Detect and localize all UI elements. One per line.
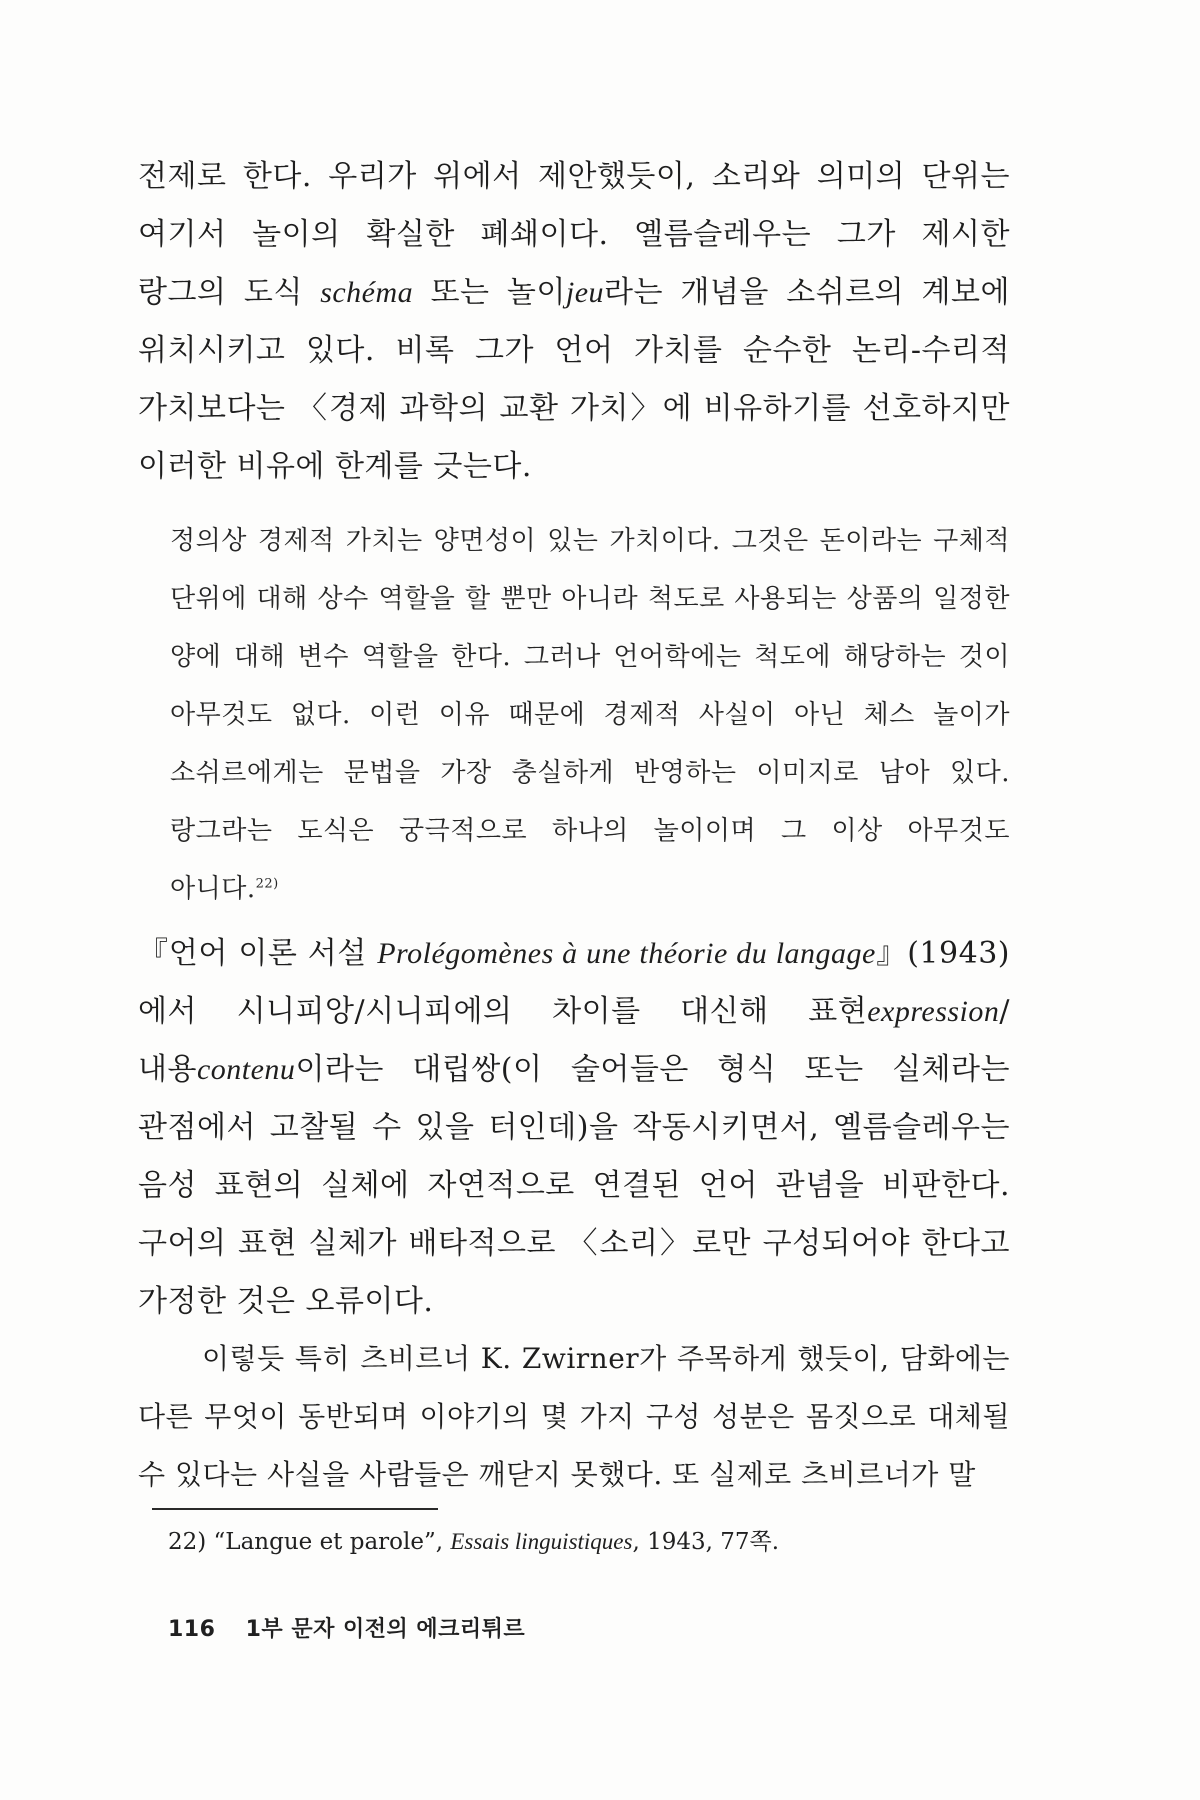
- paragraph-text: 이라는 대립쌍(이 술어들은 형식 또는 실체라는 관점에서 고찰될 수 있을 터인데)을 작동시키면서, 옐름슬레우는 음성 표현의 실체에 자연적으로 연결된 언어 관념을 비판한다. 구어의 표현 실체가 배타적으로 〈소리〉로만 구성되어야 한다고 가정한 것은 오류이다.: [138, 1052, 1010, 1319]
- body-paragraph-3: 이렇듯 특히 츠비르너 K. Zwirner가 주목하게 했듯이, 담화에는 다른 무엇이 동반되며 이야기의 몇 가지 구성 성분은 몸짓으로 대체될 수 있다는 사실을 사람들은 깨닫지 못했다. 또 실제로 츠비르너가 말: [138, 1342, 1010, 1491]
- paragraph-text: 또는 놀이: [413, 275, 566, 310]
- italic-book-title: Essais linguistiques: [450, 1529, 633, 1554]
- footnote-text: 22) “Langue et parole”,: [168, 1529, 451, 1555]
- paragraph-text: 『언어 이론 서설: [138, 936, 378, 971]
- footnote-reference: 22): [255, 876, 279, 892]
- italic-term: contenu: [196, 1053, 296, 1086]
- body-paragraph-2: [138, 925, 1010, 1331]
- page-footer: [168, 1612, 525, 1643]
- italic-term: schéma: [320, 276, 414, 309]
- italic-title: Prolégomènes à une théorie du langage: [377, 937, 876, 970]
- italic-term: jeu: [565, 276, 605, 309]
- footnote: [168, 1522, 1008, 1562]
- paragraph-text: /내용: [138, 994, 1010, 1087]
- paragraph-text: 』(1943)에서 시니피앙/시니피에의 차이를 대신해 표현: [138, 936, 1010, 1029]
- italic-term: expression: [867, 995, 1000, 1028]
- body-paragraph-1: [138, 148, 1010, 496]
- page-number: 116: [168, 1617, 216, 1642]
- footnote-text: , 1943, 77쪽.: [632, 1529, 780, 1555]
- footnote-divider: [152, 1508, 438, 1510]
- paragraph-text: 전제로 한다. 우리가 위에서 제안했듯이, 소리와 의미의 단위는 여기서 놀이의 확실한 폐쇄이다. 옐름슬레우는 그가 제시한 랑그의 도식: [138, 159, 1010, 310]
- paragraph-text: 라는 개념을 소쉬르의 계보에 위치시키고 있다. 비록 그가 언어 가치를 순수한 논리-수리적 가치보다는 〈경제 과학의 교환 가치〉에 비유하기를 선호하지만 이러한 비유에 한계를 긋는다.: [138, 275, 1010, 484]
- running-section-title: 1부 문자 이전의 에크리튀르: [245, 1617, 526, 1642]
- quote-text: 정의상 경제적 가치는 양면성이 있는 가치이다. 그것은 돈이라는 구체적 단위에 대해 상수 역할을 할 뿐만 아니라 척도로 사용되는 상품의 일정한 양에 대해 변수 역할을 한다. 그러나 언어학에는 척도에 해당하는 것이 아무것도 없다. 이런 이유 때문에 경제적 사실이 아닌 체스 놀이가 소쉬르에게는 문법을 가장 충실하게 반영하는 이미지로 남아 있다. 랑그라는 도식은 궁극적으로 하나의 놀이이며 그 이상 아무것도 아니다.: [170, 526, 1010, 904]
- block-quote: [170, 512, 1010, 918]
